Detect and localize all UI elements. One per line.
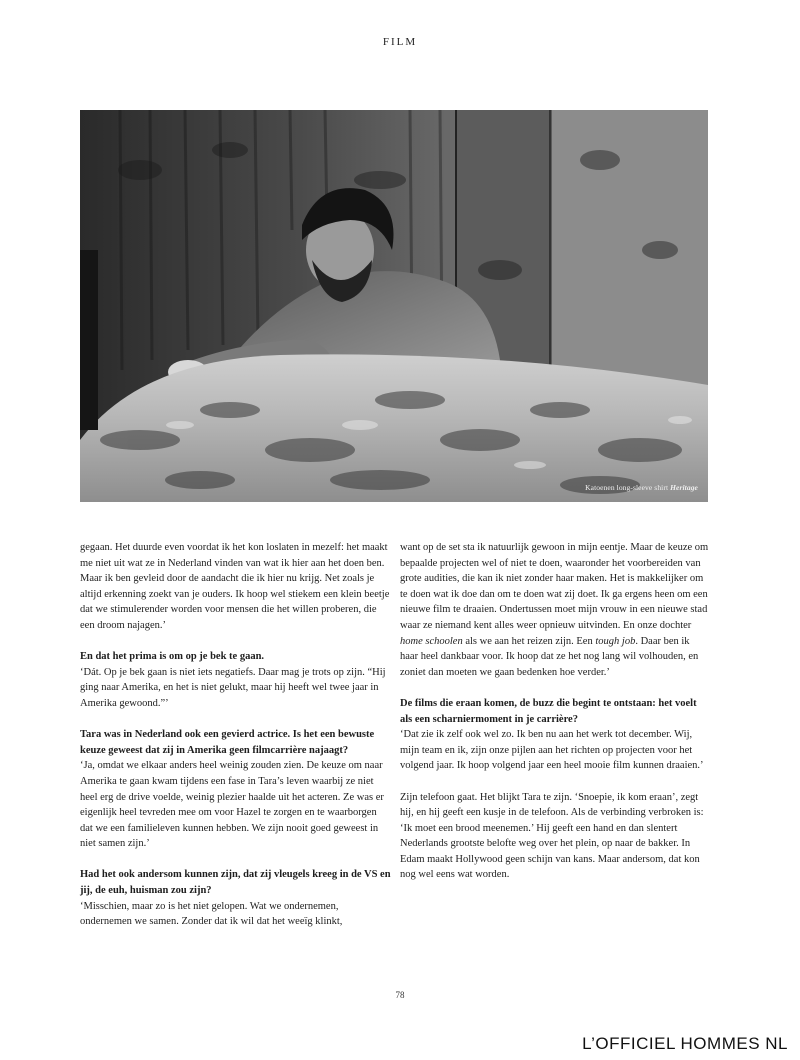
photo-illustration bbox=[80, 110, 708, 502]
portrait-photo bbox=[80, 110, 708, 502]
interview-question: En dat het prima is om op je bek te gaan. bbox=[80, 651, 265, 663]
interview-question: Had het ook andersom kunnen zijn, dat zij vleugels kreeg in de VS en jij, de euh, huisman zou zijn? bbox=[80, 869, 391, 897]
interview-answer: ‘Dát. Op je bek gaan is niet iets negatiefs. Daar mag je trots op zijn. “Hij ging naar Amerika, en het is niet gelukt, maar hij heeft wel twee jaar in Amerika gewoond.”’ bbox=[80, 666, 386, 709]
text-span: als we aan het reizen zijn. Een bbox=[462, 635, 596, 647]
column-right bbox=[400, 540, 710, 899]
interview-answer: ‘Misschien, maar zo is het niet gelopen. Wat we ondernemen, ondernemen we samen. Zonder dat ik wil dat het weeïg klinkt, bbox=[80, 900, 343, 928]
interview-answer: ‘Ja, omdat we elkaar anders heel weinig zouden zien. De keuze om naar Amerika te gaan kwam tijdens een fase in Tara’s leven waarbij ze niet heel erg de drive voelde, weinig plezier haalde uit het acteren. Ze was er eigenlijk heel tevreden mee om voor Hazel te zorgen en te waarborgen dat we een familieleven kunnen hebben. We zijn nooit goed geweest in niet samen zijn.’ bbox=[80, 760, 384, 850]
caption-brand: Heritage bbox=[670, 483, 698, 492]
interview-answer: ‘Dat zie ik zelf ook wel zo. Ik ben nu aan het werk tot december. Wij, mijn team en ik, zijn onze pijlen aan het richten op projecten voor het volgend jaar. Ik hoop volgend jaar een heel mooie film kunnen draaien.’ bbox=[400, 729, 704, 772]
emphasis: tough job bbox=[595, 635, 636, 647]
paragraph: Zijn telefoon gaat. Het blijkt Tara te zijn. ‘Snoepie, ik kom eraan’, zegt hij, en hij geeft een kusje in de telefoon. Als de verbinding verbroken is: ‘Ik moet een brood meenemen.’ Hij geeft een hand en dan slentert Nederlands grootste belofte weg over het plein, op naar de bakker. In Edam maakt Hollywood geen schijn van kans. Maar andersom, dat kon nog wel eens wat worden. bbox=[400, 791, 704, 881]
text-span: want op de set sta ik natuurlijk gewoon in mijn eentje. Maar de keuze om bepaalde projecten wel of niet te doen, waaronder het voorbereiden van grote audities, die kan ik niet zonder haar maken. Het is makkelijker om te doen wat ik doe dan om te doen wat zij doet. Ik ga ergens heen om een nieuwe film te draaien. Ondertussen moet mijn vrouw in een nieuwe stad waar ze niemand kent alles weer opnieuw uitvinden. En onze dochter bbox=[400, 542, 709, 631]
photo-caption bbox=[585, 483, 698, 492]
emphasis: home schoolen bbox=[400, 635, 463, 647]
column-left bbox=[80, 540, 392, 945]
interview-question: Tara was in Nederland ook een gevierd actrice. Is het een bewuste keuze geweest dat zij in Amerika geen filmcarrière najaagt? bbox=[80, 729, 375, 756]
magazine-masthead: L’OFFICIEL HOMMES NL bbox=[582, 1034, 788, 1053]
page-number: 78 bbox=[395, 990, 405, 1000]
paragraph bbox=[400, 540, 710, 680]
section-label: FILM bbox=[382, 36, 418, 48]
interview-question: De films die eraan komen, de buzz die begint te ontstaan: het voelt als een scharniermoment in je carrière? bbox=[400, 697, 697, 725]
text-span: . Daar ben ik haar heel dankbaar voor. Ik hoop dat ze het nog lang wil volhouden, en zoniet dan moeten we gaan bedenken hoe verder.’ bbox=[400, 635, 699, 678]
paragraph: gegaan. Het duurde even voordat ik het kon loslaten in mezelf: het maakt me niet uit wat ze in Nederland vinden van wat ik hier aan het doen ben. Maar ik ben gevleid door de aandacht die ik hier nu krijg. Net zoals je altijd erkenning zoekt van je ouders. Ik hoop wel stiekem een klein beetje dat we stimulerender worden voor mensen die het willen proberen, die een droom najagen.’ bbox=[80, 542, 390, 631]
caption-text: Katoenen long-sleeve shirt bbox=[585, 483, 671, 492]
